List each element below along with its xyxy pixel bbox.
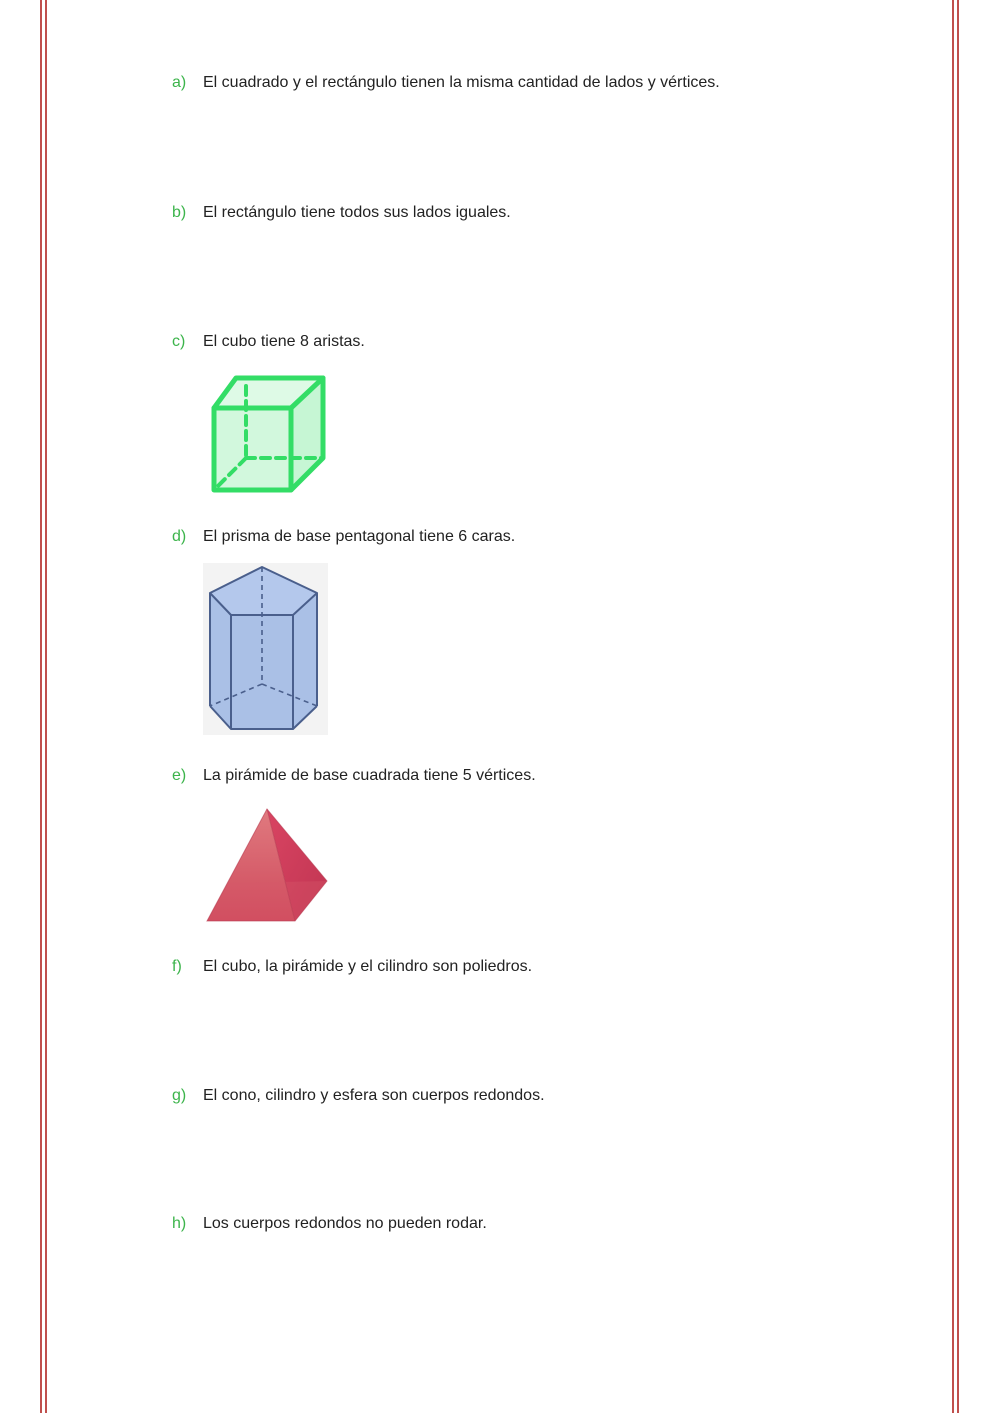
page-border-left-inner xyxy=(45,0,47,1413)
page-border-left-outer xyxy=(40,0,42,1413)
statement-d xyxy=(172,525,515,549)
statement-letter: h) xyxy=(172,1215,187,1232)
statement-letter: b) xyxy=(172,204,187,221)
cube-figure xyxy=(205,370,335,498)
statement-text: El cuadrado y el rectángulo tienen la misma cantidad de lados y vértices. xyxy=(203,74,720,91)
statement-b xyxy=(172,201,511,225)
statement-letter: e) xyxy=(172,767,187,784)
statement-letter: c) xyxy=(172,333,186,350)
statement-text: El cono, cilindro y esfera son cuerpos redondos. xyxy=(203,1087,545,1104)
statement-c xyxy=(172,330,365,354)
statement-letter: f) xyxy=(172,958,182,975)
statement-text: Los cuerpos redondos no pueden rodar. xyxy=(203,1215,487,1232)
statement-e xyxy=(172,764,536,788)
statement-f xyxy=(172,955,532,979)
statement-h xyxy=(172,1212,487,1236)
statement-text: El prisma de base pentagonal tiene 6 caras. xyxy=(203,528,516,545)
statement-letter: g) xyxy=(172,1087,187,1104)
statement-text: El rectángulo tiene todos sus lados iguales. xyxy=(203,204,511,221)
statement-a xyxy=(172,71,720,95)
statement-letter: d) xyxy=(172,528,187,545)
page-border-right-outer xyxy=(957,0,959,1413)
statement-text: La pirámide de base cuadrada tiene 5 vértices. xyxy=(203,767,536,784)
statement-text: El cubo, la pirámide y el cilindro son poliedros. xyxy=(203,958,533,975)
pentagonal-prism-figure xyxy=(203,563,328,735)
statement-letter: a) xyxy=(172,74,187,91)
square-pyramid-figure xyxy=(203,805,331,925)
statement-g xyxy=(172,1084,545,1108)
statement-text: El cubo tiene 8 aristas. xyxy=(203,333,365,350)
page-border-right-inner xyxy=(952,0,954,1413)
